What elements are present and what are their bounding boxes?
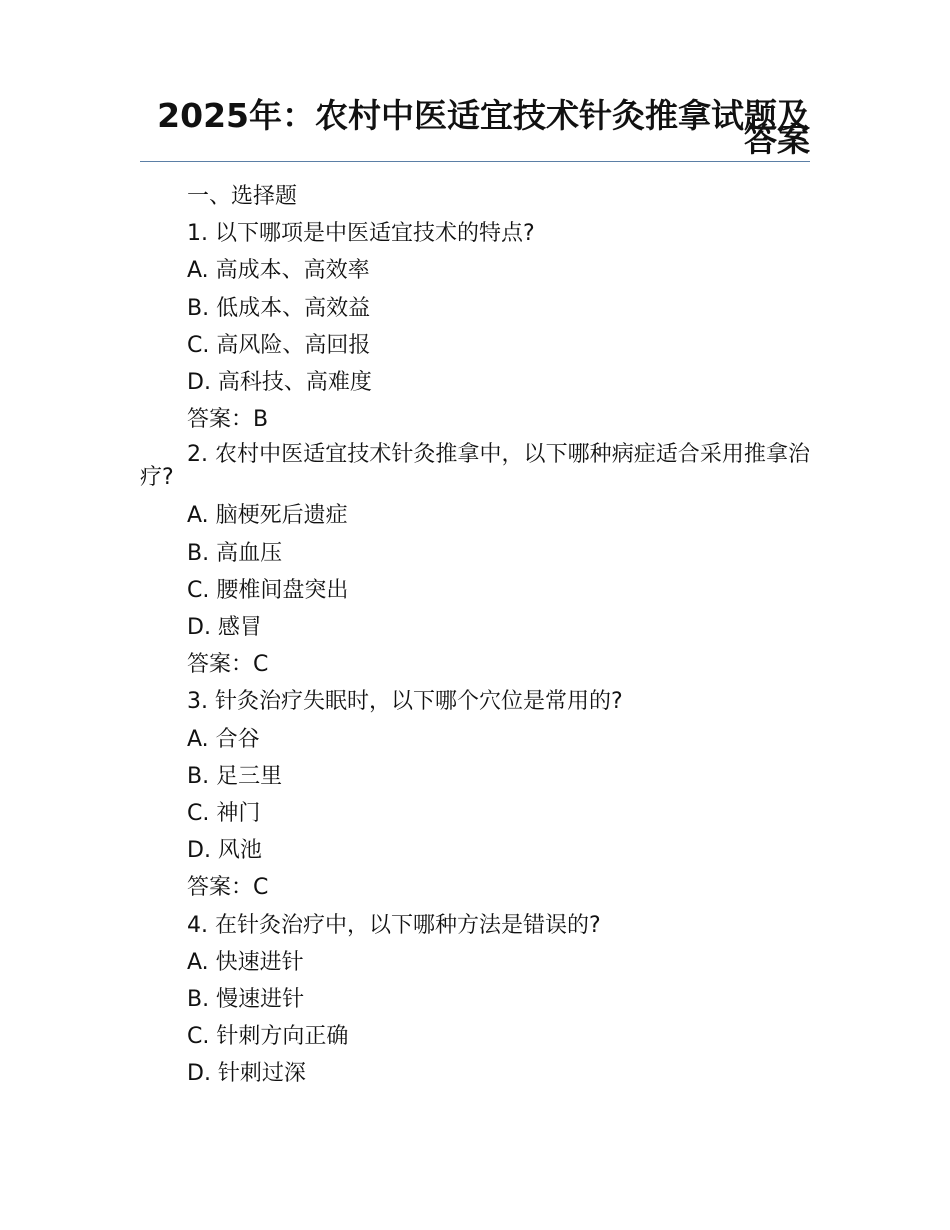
option-c: C. 腰椎间盘突出 xyxy=(187,577,349,603)
option-d: D. 针刺过深 xyxy=(187,1061,306,1087)
option-b: B. 慢速进针 xyxy=(187,987,305,1013)
document-body xyxy=(140,178,810,1093)
option-b: B. 低成本、高效益 xyxy=(187,295,371,321)
question-text: 4. 在针灸治疗中，以下哪种方法是错误的? xyxy=(187,912,601,938)
option-a: A. 快速进针 xyxy=(187,949,304,975)
section-heading: 一、选择题 xyxy=(187,184,298,209)
title-underline xyxy=(140,161,810,162)
page-title: 2025年：农村中医适宜技术针灸推拿试题及答案 xyxy=(157,96,810,159)
option-c: C. 高风险、高回报 xyxy=(187,332,371,358)
option-a: A. 脑梗死后遗症 xyxy=(187,503,348,529)
answer-text: 答案：C xyxy=(187,875,269,901)
option-d: D. 感冒 xyxy=(187,615,262,641)
answer-text: 答案：C xyxy=(187,652,269,678)
option-c: C. 神门 xyxy=(187,801,261,827)
option-a: A. 合谷 xyxy=(187,726,260,752)
option-b: B. 高血压 xyxy=(187,540,283,566)
question-1 xyxy=(140,215,810,438)
answer-text: 答案：B xyxy=(187,407,269,433)
option-b: B. 足三里 xyxy=(187,763,283,789)
question-text: 3. 针灸治疗失眠时，以下哪个穴位是常用的? xyxy=(187,689,623,715)
question-text: 1. 以下哪项是中医适宜技术的特点? xyxy=(187,221,535,247)
question-text: 2. 农村中医适宜技术针灸推拿中，以下哪种病症适合采用推拿治疗? xyxy=(140,442,810,491)
option-a: A. 高成本、高效率 xyxy=(187,258,370,284)
question-4 xyxy=(140,907,810,1093)
option-c: C. 针刺方向正确 xyxy=(187,1024,349,1050)
option-d: D. 高科技、高难度 xyxy=(187,370,372,396)
question-3 xyxy=(140,683,810,906)
option-d: D. 风池 xyxy=(187,838,262,864)
question-2 xyxy=(140,438,810,683)
